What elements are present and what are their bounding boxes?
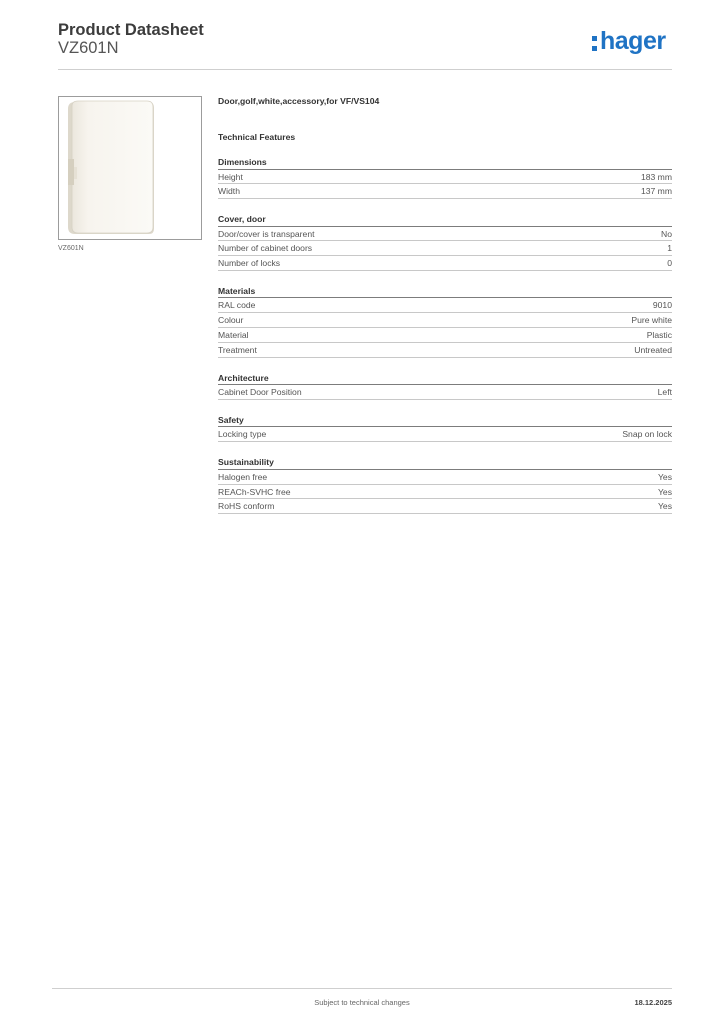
footer-note: Subject to technical changes bbox=[314, 998, 410, 1007]
header-divider bbox=[58, 69, 672, 70]
technical-content bbox=[218, 96, 672, 528]
feature-row bbox=[218, 241, 672, 256]
feature-value: Plastic bbox=[646, 330, 672, 341]
feature-section bbox=[218, 414, 672, 442]
feature-value: 183 mm bbox=[640, 171, 672, 182]
feature-section bbox=[218, 213, 672, 271]
section-title: Sustainability bbox=[218, 456, 672, 470]
feature-label: Number of cabinet doors bbox=[218, 243, 313, 254]
feature-row bbox=[218, 470, 672, 485]
feature-label: Treatment bbox=[218, 344, 257, 355]
feature-label: Material bbox=[218, 330, 249, 341]
feature-row bbox=[218, 485, 672, 500]
footer-date: 18.12.2025 bbox=[634, 998, 672, 1007]
feature-value: Snap on lock bbox=[622, 429, 672, 440]
feature-row bbox=[218, 170, 672, 185]
product-code: VZ601N bbox=[58, 39, 119, 57]
feature-value: Left bbox=[657, 387, 672, 398]
section-title: Architecture bbox=[218, 372, 672, 386]
image-caption: VZ601N bbox=[58, 245, 84, 252]
section-title: Dimensions bbox=[218, 156, 672, 170]
feature-section bbox=[218, 372, 672, 400]
feature-value: 0 bbox=[667, 258, 672, 269]
feature-section bbox=[218, 156, 672, 199]
feature-row bbox=[218, 184, 672, 199]
section-title: Safety bbox=[218, 414, 672, 428]
feature-label: Number of locks bbox=[218, 258, 281, 269]
feature-value: Yes bbox=[657, 501, 672, 512]
product-description: Door,golf,white,accessory,for VF/VS104 bbox=[218, 96, 380, 106]
feature-label: RoHS conform bbox=[218, 501, 275, 512]
feature-row bbox=[218, 343, 672, 358]
section-title: Materials bbox=[218, 285, 672, 299]
section-title: Cover, door bbox=[218, 213, 672, 227]
feature-section bbox=[218, 285, 672, 358]
feature-value: Pure white bbox=[631, 315, 672, 326]
feature-row bbox=[218, 499, 672, 514]
feature-value: No bbox=[661, 228, 672, 239]
feature-label: Door/cover is transparent bbox=[218, 228, 315, 239]
feature-label: Height bbox=[218, 171, 243, 182]
feature-row bbox=[218, 256, 672, 271]
feature-value: 9010 bbox=[652, 300, 672, 311]
feature-label: RAL code bbox=[218, 300, 256, 311]
door-panel-icon bbox=[59, 97, 201, 239]
feature-row bbox=[218, 298, 672, 313]
feature-sections bbox=[218, 156, 672, 514]
feature-value: 137 mm bbox=[640, 186, 672, 197]
feature-row bbox=[218, 328, 672, 343]
feature-label: Cabinet Door Position bbox=[218, 387, 302, 398]
feature-label: Width bbox=[218, 186, 240, 197]
feature-label: REACh-SVHC free bbox=[218, 486, 291, 497]
page-title: Product Datasheet bbox=[58, 21, 204, 39]
feature-value: 1 bbox=[667, 243, 672, 254]
feature-label: Halogen free bbox=[218, 471, 268, 482]
hager-logo bbox=[592, 27, 666, 55]
feature-value: Yes bbox=[657, 471, 672, 482]
feature-value: Untreated bbox=[634, 344, 672, 355]
feature-row bbox=[218, 385, 672, 400]
feature-row bbox=[218, 313, 672, 328]
logo-colon-icon bbox=[592, 27, 598, 55]
footer-divider bbox=[52, 988, 672, 989]
product-image bbox=[58, 96, 202, 240]
feature-label: Locking type bbox=[218, 429, 267, 440]
technical-features-title: Technical Features bbox=[218, 132, 296, 142]
feature-row bbox=[218, 227, 672, 242]
logo-text: hager bbox=[600, 27, 666, 55]
feature-label: Colour bbox=[218, 315, 244, 326]
feature-row bbox=[218, 427, 672, 442]
feature-section bbox=[218, 456, 672, 514]
feature-value: Yes bbox=[657, 486, 672, 497]
